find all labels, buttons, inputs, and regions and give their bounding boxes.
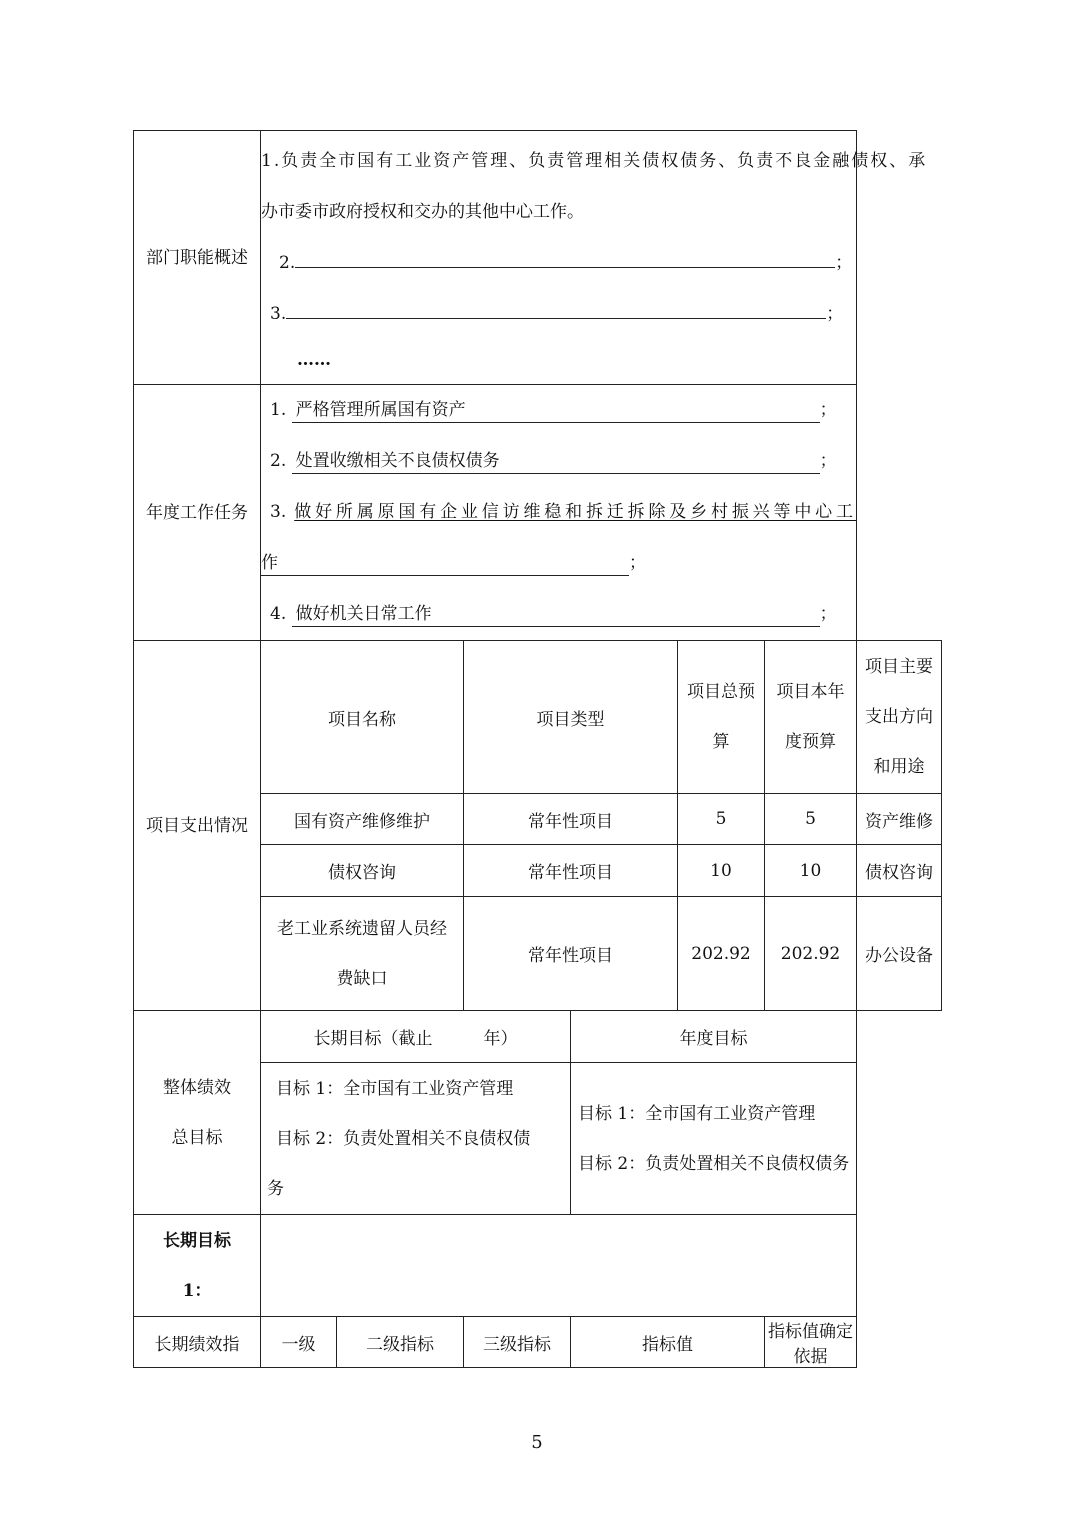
overall-goal-label-a: 整体绩效 <box>163 1077 231 1098</box>
project-use: 办公设备 <box>857 897 942 1011</box>
task-3-text-a: 做好所属原国有企业信访维稳和拆迁拆除及乡村振兴等中心工 <box>294 502 856 522</box>
dept-function-line3-suffix: ； <box>826 303 844 324</box>
task-2-text-value: 处置收缴相关不良债权债务 <box>295 451 500 471</box>
indicator-level1: 一级 <box>261 1317 337 1368</box>
annual-tasks-content <box>261 385 857 641</box>
indicator-level2: 二级指标 <box>337 1317 464 1368</box>
task-2-prefix: 2. <box>270 451 287 471</box>
annual-tasks-row <box>134 385 942 641</box>
task-2-text <box>292 449 820 474</box>
col-header-name: 项目名称 <box>261 641 464 794</box>
project-year: 202.92 <box>765 897 857 1011</box>
long-goal-block-label-a: 长期目标 <box>163 1230 231 1251</box>
overall-goal-header-row <box>134 1011 942 1063</box>
indicator-level3: 三级指标 <box>464 1317 571 1368</box>
project-total: 10 <box>678 845 765 897</box>
dept-function-line1b: 办市委市政府授权和交办的其他中心工作。 <box>261 201 584 222</box>
dept-function-line2-prefix: 2. <box>279 252 296 273</box>
overall-goal-label-b: 总目标 <box>171 1127 223 1148</box>
project-header-row <box>134 641 942 794</box>
dept-function-content <box>261 131 928 385</box>
indicator-basis: 指标值确定依据 <box>765 1317 857 1368</box>
annual-goal-2: 目标 2：负责处置相关不良债权债务 <box>578 1153 850 1174</box>
dept-function-line1a: 1.负责全市国有工业资产管理、负责管理相关债权债务、负责不良金融债权、承 <box>261 150 928 171</box>
col-header-type: 项目类型 <box>464 641 678 794</box>
task-1 <box>261 385 856 436</box>
task-4-prefix: 4. <box>270 604 287 624</box>
col-header-year <box>765 641 857 794</box>
dept-function-line3-prefix: 3. <box>270 303 287 324</box>
task-1-text-value: 严格管理所属国有资产 <box>295 400 466 420</box>
dept-function-row <box>134 131 942 385</box>
project-type: 常年性项目 <box>464 897 678 1011</box>
col-header-year-a: 项目本年 <box>776 682 845 702</box>
col-header-total-b: 算 <box>712 732 730 752</box>
col-header-year-b: 度预算 <box>785 732 836 752</box>
task-3-suffix: ； <box>629 553 646 573</box>
indicator-label: 长期绩效指 <box>134 1317 261 1368</box>
task-4-suffix: ； <box>819 604 837 624</box>
project-use: 债权咨询 <box>857 845 942 897</box>
task-2-suffix: ； <box>819 451 837 471</box>
long-term-goal-1: 目标 1：全市国有工业资产管理 <box>276 1078 514 1099</box>
task-4-text <box>292 602 820 627</box>
col-header-total <box>678 641 765 794</box>
project-name: 国有资产维修维护 <box>261 794 464 845</box>
page-number: 5 <box>531 1432 543 1453</box>
project-use: 资产维修 <box>857 794 942 845</box>
dept-function-line3-blank <box>286 318 826 319</box>
task-4 <box>261 589 856 640</box>
project-name <box>261 897 464 1011</box>
project-type: 常年性项目 <box>464 845 678 897</box>
task-3-prefix: 3. <box>270 502 287 522</box>
overall-goal-label <box>134 1011 261 1215</box>
project-total: 202.92 <box>678 897 765 1011</box>
dept-function-label: 部门职能概述 <box>134 131 261 385</box>
col-header-total-a: 项目总预 <box>687 682 755 702</box>
long-goal-block-label <box>134 1215 261 1317</box>
long-term-goal-2a: 目标 2：负责处置相关不良债权债 <box>276 1128 531 1149</box>
col-header-use <box>857 641 942 794</box>
long-goal-block-row <box>134 1215 942 1317</box>
project-type: 常年性项目 <box>464 794 678 845</box>
task-1-prefix: 1. <box>270 400 287 420</box>
long-goal-block-content <box>261 1215 857 1317</box>
annual-tasks-label: 年度工作任务 <box>134 385 261 641</box>
task-4-text-value: 做好机关日常工作 <box>295 604 432 624</box>
annual-goal-1: 目标 1：全市国有工业资产管理 <box>578 1103 816 1124</box>
dept-function-line2-suffix: ； <box>835 252 853 273</box>
annual-goal-header: 年度目标 <box>571 1011 857 1063</box>
annual-goals <box>571 1063 857 1215</box>
project-name-b: 费缺口 <box>336 968 388 989</box>
task-3a <box>261 487 856 538</box>
task-1-text <box>292 398 820 423</box>
long-term-goals <box>261 1063 571 1215</box>
dept-function-line2-blank <box>295 267 835 268</box>
project-year: 10 <box>765 845 857 897</box>
long-term-goal-header: 长期目标（截止 年） <box>261 1011 571 1063</box>
task-3b <box>261 538 856 589</box>
task-2 <box>261 436 856 487</box>
long-term-goal-2b: 务 <box>267 1178 284 1199</box>
performance-form-table <box>133 130 942 1368</box>
indicator-value: 指标值 <box>571 1317 765 1368</box>
project-name: 债权咨询 <box>261 845 464 897</box>
project-expenditure-label: 项目支出情况 <box>134 641 261 1011</box>
task-1-suffix: ； <box>819 400 837 420</box>
dept-function-line2 <box>261 238 856 289</box>
long-goal-block-label-b: 1： <box>182 1280 212 1301</box>
project-total: 5 <box>678 794 765 845</box>
dept-function-ellipsis: …… <box>297 349 331 370</box>
task-3-text-b-value: 作 <box>261 553 278 573</box>
col-header-use-b: 支出方向 <box>865 707 933 727</box>
dept-function-line3 <box>261 289 856 340</box>
project-year: 5 <box>765 794 857 845</box>
task-3-text-b <box>261 551 629 576</box>
project-name-a: 老工业系统遗留人员经 <box>277 918 447 939</box>
col-header-use-c: 和用途 <box>873 757 925 777</box>
col-header-use-a: 项目主要 <box>865 657 933 677</box>
indicator-header-row <box>134 1317 942 1368</box>
